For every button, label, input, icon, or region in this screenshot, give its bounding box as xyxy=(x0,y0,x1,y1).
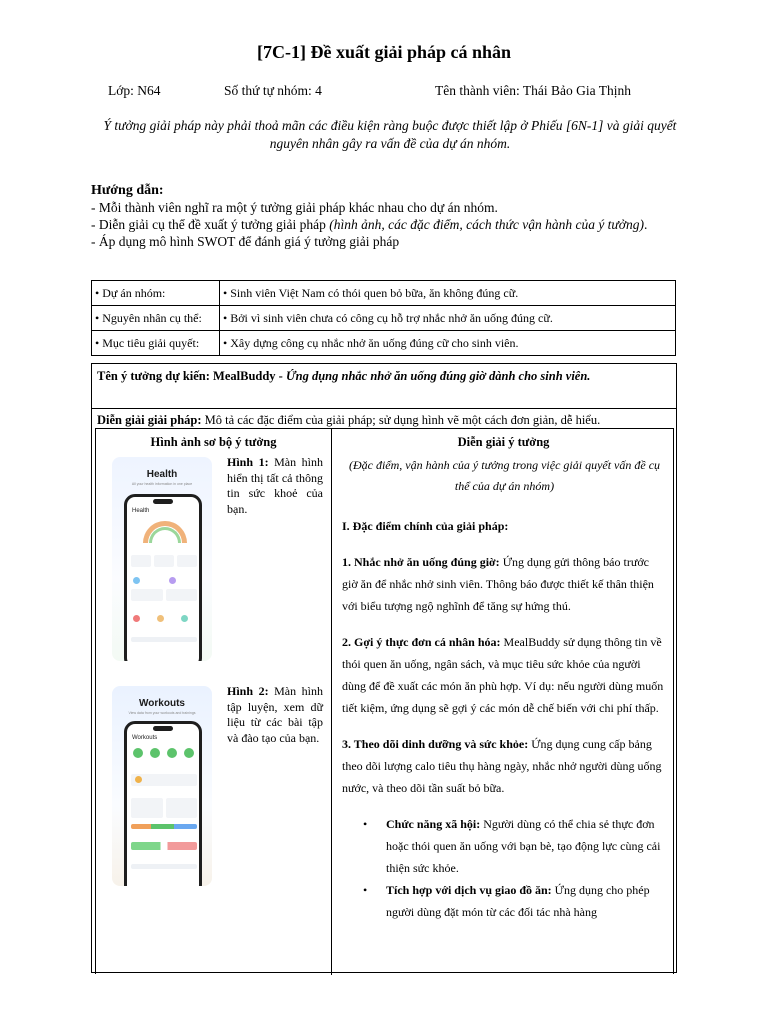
training-row xyxy=(131,798,197,818)
page-title: [7C-1] Đề xuất giải pháp cá nhân xyxy=(256,42,512,62)
activity-bar xyxy=(131,842,197,850)
goal-value: • Xây dựng công cụ nhắc nhở ăn uống đúng cữ cho sinh viên. xyxy=(220,331,676,356)
stats-row xyxy=(131,555,197,567)
list-item: • Chức năng xã hội: Người dùng có thể chia sẻ thực đơn hoặc thói quen ăn uống với bạn bè, tạo động lực cùng cải thiện sức khỏe. xyxy=(386,813,667,879)
figure-2-caption: Hình 2: Màn hình tập luyện, xem dữ liệu từ các bài tập và đào tạo của bạn. xyxy=(227,684,323,745)
right-column-subheader: (Đặc điểm, vận hành của ý tưởng trong việc giải quyết vấn đề cụ thể của dự án nhóm) xyxy=(348,458,661,493)
feature-3: 3. Theo dõi dinh dưỡng và sức khỏe: Ứng dụng cung cấp bảng theo dõi lượng calo tiêu thụ hàng ngày, nhắc nhở người dùng uống nước, và theo dõi tần suất bỏ bữa. xyxy=(342,737,662,795)
phone-mockup xyxy=(124,721,202,886)
cause-label: • Nguyên nhân cụ thể: xyxy=(92,306,220,331)
feature-bullets xyxy=(386,813,667,923)
member-label: Tên thành viên: Thái Bảo Gia Thịnh xyxy=(435,83,631,98)
table-row xyxy=(92,331,676,356)
phone-notch xyxy=(153,499,173,504)
running-icon xyxy=(150,748,160,758)
guide-line-3: - Áp dụng mô hình SWOT để đánh giá ý tưởng giải pháp xyxy=(91,234,400,249)
section-heading: I. Đặc điểm chính của giải pháp: xyxy=(342,519,509,533)
figure-1-caption: Hình 1: Màn hình hiển thị tất cả thông tin sức khoẻ của bạn. xyxy=(227,455,323,516)
card-subtitle: All your health information in one place xyxy=(131,482,193,486)
card-title: Health xyxy=(146,469,178,480)
right-column-header: Diễn giải ý tưởng xyxy=(457,435,550,449)
idea-name-row: Tên ý tưởng dự kiến: MealBuddy - Ứng dụng nhắc nhở ăn uống đúng giờ dành cho sinh viên. xyxy=(92,364,676,409)
phone-title: Health xyxy=(132,508,150,514)
idea-explanation xyxy=(342,515,667,923)
sun-icon xyxy=(135,776,142,783)
walking-icon xyxy=(133,748,143,758)
table-row xyxy=(92,281,676,306)
heart-icon xyxy=(169,577,176,584)
workouts-screenshot xyxy=(112,686,212,886)
food-icon xyxy=(157,615,164,622)
problem-label: • Dự án nhóm: xyxy=(92,281,220,306)
card-title: Workouts xyxy=(139,698,185,709)
list-item: • Tích hợp với dịch vụ giao đồ ăn: Ứng dụng cho phép người dùng đặt món từ các đối tác nhà hàng xyxy=(386,879,667,923)
stats-row xyxy=(131,589,197,601)
guide-section xyxy=(91,182,686,250)
guide-line-1: - Mỗi thành viên nghĩ ra một ý tưởng giải pháp khác nhau cho dự án nhóm. xyxy=(91,200,498,215)
health-screenshot xyxy=(112,457,212,661)
column-divider xyxy=(331,429,332,975)
left-column-header: Hình ảnh sơ bộ ý tưởng xyxy=(150,435,277,449)
phone-mockup xyxy=(124,494,202,661)
activity-icon xyxy=(133,615,140,622)
water-icon xyxy=(181,615,188,622)
intro-text: Ý tưởng giải pháp này phải thoả mãn các điều kiện ràng buộc được thiết lập ở Phiếu [6N-1] và giải quyết nguyên nhân gây ra vấn đề của dự án nhóm. xyxy=(103,118,677,151)
feature-1: 1. Nhắc nhở ăn uống đúng giờ: Ứng dụng gửi thông báo trước giờ ăn để nhắc nhở sinh viên. Thông báo được thiết kế thân thiện với biểu tượng ngộ nghĩnh để tăng sự hứng thú. xyxy=(342,555,654,613)
group-label: Số thứ tự nhóm: 4 xyxy=(224,83,322,98)
cycling-icon xyxy=(167,748,177,758)
guide-heading: Hướng dẫn: xyxy=(91,183,164,198)
class-label: Lớp: N64 xyxy=(108,83,161,98)
sleep-icon xyxy=(133,577,140,584)
idea-detail-table xyxy=(95,428,674,974)
tab-bar xyxy=(131,864,197,869)
training-bar xyxy=(131,824,197,829)
phone-notch xyxy=(153,726,173,731)
swimming-icon xyxy=(184,748,194,758)
guide-line-2: - Diễn giải cụ thể đề xuất ý tưởng giải pháp (hình ảnh, các đặc điểm, cách thức vận hành của ý tưởng). xyxy=(91,217,648,232)
cause-value: • Bởi vì sinh viên chưa có công cụ hỗ trợ nhắc nhở ăn uống đúng cữ. xyxy=(220,306,676,331)
idea-desc-row: Diễn giải giải pháp: Mô tả các đặc điểm của giải pháp; sử dụng hình vẽ một cách đơn giản, dễ hiểu. xyxy=(97,413,601,427)
phone-title: Workouts xyxy=(132,735,158,741)
feature-2: 2. Gợi ý thực đơn cá nhân hóa: MealBuddy sử dụng thông tin về thói quen ăn uống, ngân sách, và mục tiêu sức khỏe của người dùng để đề xuất các món ăn phù hợp. Ví dụ: nếu người dùng muốn tiết kiệm, ứng dụng sẽ gợi ý các món dễ chế biến với chi phí thấp. xyxy=(342,635,664,715)
problem-value: • Sinh viên Việt Nam có thói quen bỏ bữa, ăn không đúng cữ. xyxy=(220,281,676,306)
card-subtitle: View data from your workouts and trainings xyxy=(128,711,196,715)
tab-bar xyxy=(131,637,197,642)
problem-table xyxy=(91,280,676,356)
goal-label: • Mục tiêu giải quyết: xyxy=(92,331,220,356)
table-row xyxy=(92,306,676,331)
idea-table xyxy=(91,363,677,973)
